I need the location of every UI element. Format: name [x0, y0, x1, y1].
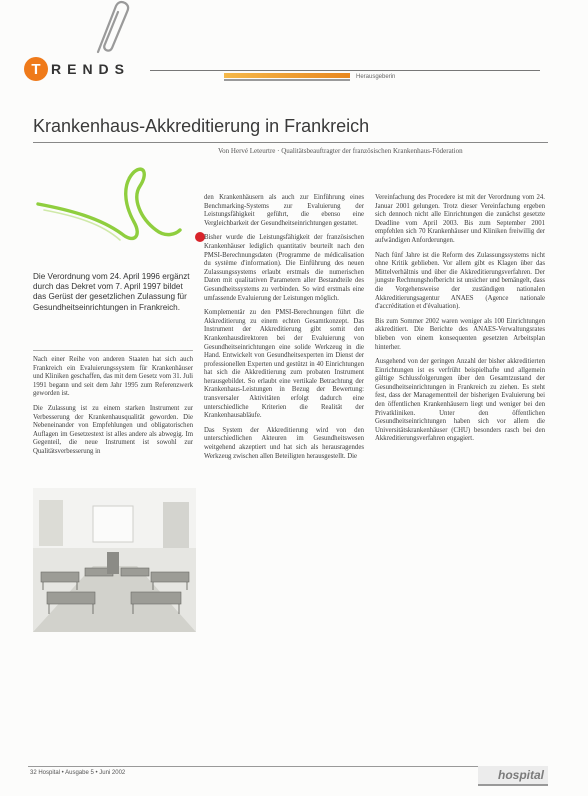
paragraph: Bisher wurde die Leistungsfähigkeit der französischen Krankenhäuser lediglich quantitativ beurteilt nach den PMSI-Berechnungsdaten (Programme de médicalisation du système d'information). Die Einführung des neuen Zulassungssystems erlaubt erstmals die numerischen Daten mit qualitativen Parametern aller Bestandteile des Gesundheitssystems zu verbinden. So wird erstmals eine umfassende Evaluierung der Leistungen möglich.	[204, 234, 364, 302]
article-title: Krankenhaus-Akkreditierung in Frankreich	[33, 116, 370, 136]
paragraph: Nach fünf Jahre ist die Reform des Zulassungssystems nicht ohne Kritik geblieben. Vor allem gibt es Klagen über das Mittelverhältnis und über die Akkreditierungsverfahren. Der jungste Rechnungshofbericht ist unsicher und bemängelt, dass die Vorgehensweise der zuständigen nationalen Akkreditierungsagentur ANAES (Agence nationale d'accréditation et d'évaluation).	[375, 251, 545, 311]
paragraph: Nach einer Reihe von anderen Staaten hat sich auch Frankreich ein Evaluierungssystem für Krankenhäuser und Kliniken geschaffen, das mit dem Gesetz vom 31. Juli 1991 begann und seit dem Jahr 1995 zum Referenzwerk geworden ist.	[33, 356, 193, 398]
paragraph: Ausgehend von der geringen Anzahl der bisher akkreditierten Einrichtungen ist es verfrüht beispielhafte und allgemein gültige Schlussfolgerungen über den Gesamtzustand der Gesundheitseinrichtungen in Frankreich zu ziehen. Es steht fest, dass der Managementteil der bisherigen Evaluierung bei den öffentlichen Krankenhäusern liegt und weniger bei den Privatkliniken. Unter den öffentlichen Gesundheitseinrichtungen haben sich vor allem die Universitätskrankenhäuser (CHU) besonders rasch bei den Akkreditierungsverfahren engagiert.	[375, 358, 545, 443]
magazine-logo	[478, 766, 548, 786]
header-rule	[150, 70, 540, 71]
header-tag: Herausgeberin	[356, 74, 396, 80]
ribbon-illustration	[30, 160, 210, 255]
section-label	[24, 56, 130, 82]
paper-clip-icon	[86, 0, 136, 54]
section-initial: T	[24, 57, 48, 81]
text-column-1	[33, 356, 193, 463]
paragraph: Bis zum Sommer 2002 waren weniger als 100 Einrichtungen akkreditiert. Die Berichte des ANAES-Verwaltungsrates blieben von einem konsequenten gesetzten Arbeitsplan hinterher.	[375, 317, 545, 351]
text-column-3	[375, 194, 545, 450]
article-byline: Von Hervé Leteurtre · Qualitätsbeauftragter der französischen Krankenhaus-Föderation	[218, 147, 463, 155]
lead-rule	[33, 350, 193, 351]
text-column-2	[204, 194, 364, 467]
footer-text: 32 Hospital • Ausgabe 5 • Juni 2002	[30, 770, 126, 776]
paragraph: Vereinfachung des Procedere ist mit der Verordnung vom 24. Januar 2001 gelungen. Trotz dieser Vereinfachung ergeben sich dennoch nicht alle Einrichtungen die zunächst gesetzte Deadline vom April 2003. Bis zum September 2001 empfehlen sich 70 Krankenhäuser und Kliniken freiwillig der aufwändigen Anforderungen.	[375, 194, 545, 244]
paragraph: Komplementär zu den PMSI-Berechnungen führt die Akkreditierung zu einem echten Gesamtkonzept. Das Instrument der Akkreditierung gibt somit den Krankenhausdirektoren bei der Evaluierung von Gesundheitseinrichtungen eine solide Werkzeug in die Hand. Entwickelt von Gesundheitsexperten im Dienst der professionellen Experten und gestützt in 40 Einrichtungen hat sich die Akkreditierung zum probaten Instrument herausgebildet. So erlaubt eine vertikale Betrachtung der Krankenhaus-Leistungen in Bezug der Bewertung: transversaler Aktivitäten erfolgt dadurch eine unterschiedliche Kriterien die Realität der Krankenhausabläufe.	[204, 309, 364, 420]
lead-paragraph: Die Verordnung vom 24. April 1996 ergänzt durch das Dekret vom 7. April 1997 bildet das Gerüst der gesetzlichen Zulassung für Gesundheitseinrichtungen in Frankreich.	[33, 272, 190, 312]
hospital-hallway-photo	[33, 488, 196, 632]
header-grey-bar	[224, 79, 350, 81]
logo-text: hospital	[497, 768, 544, 782]
paragraph: den Krankenhäusern als auch zur Einführung eines Benchmarking-Systems zur Evaluierung der Leistungsfähigkeit geführt, die ebenso eine Vergleichbarkeit der Gesundheitseinrichtungen gestattet.	[204, 194, 364, 227]
paragraph: Das System der Akkreditierung wird von den unterschiedlichen Akteuren im Gesundheitswesen weitgehend akzeptiert und hat sich als herausragendes Werkzeug zwischen allen Beteiligten herausgestellt. Die	[204, 426, 364, 460]
title-rule	[33, 142, 548, 143]
footer-rule	[28, 766, 548, 767]
section-name: RENDS	[51, 61, 131, 77]
header-accent-bar	[224, 73, 350, 78]
paragraph: Die Zulassung ist zu einem starken Instrument zur Verbesserung der Krankenhausqualität geworden. Die Nebeneinander von Empfehlungen und obligatorischen Auflagen im Gesetzestext ist alles andere als abwegig. Im Gegenteil, die neue Instrument ist sowohl zur Qualitätsverbesserung in	[33, 404, 193, 455]
